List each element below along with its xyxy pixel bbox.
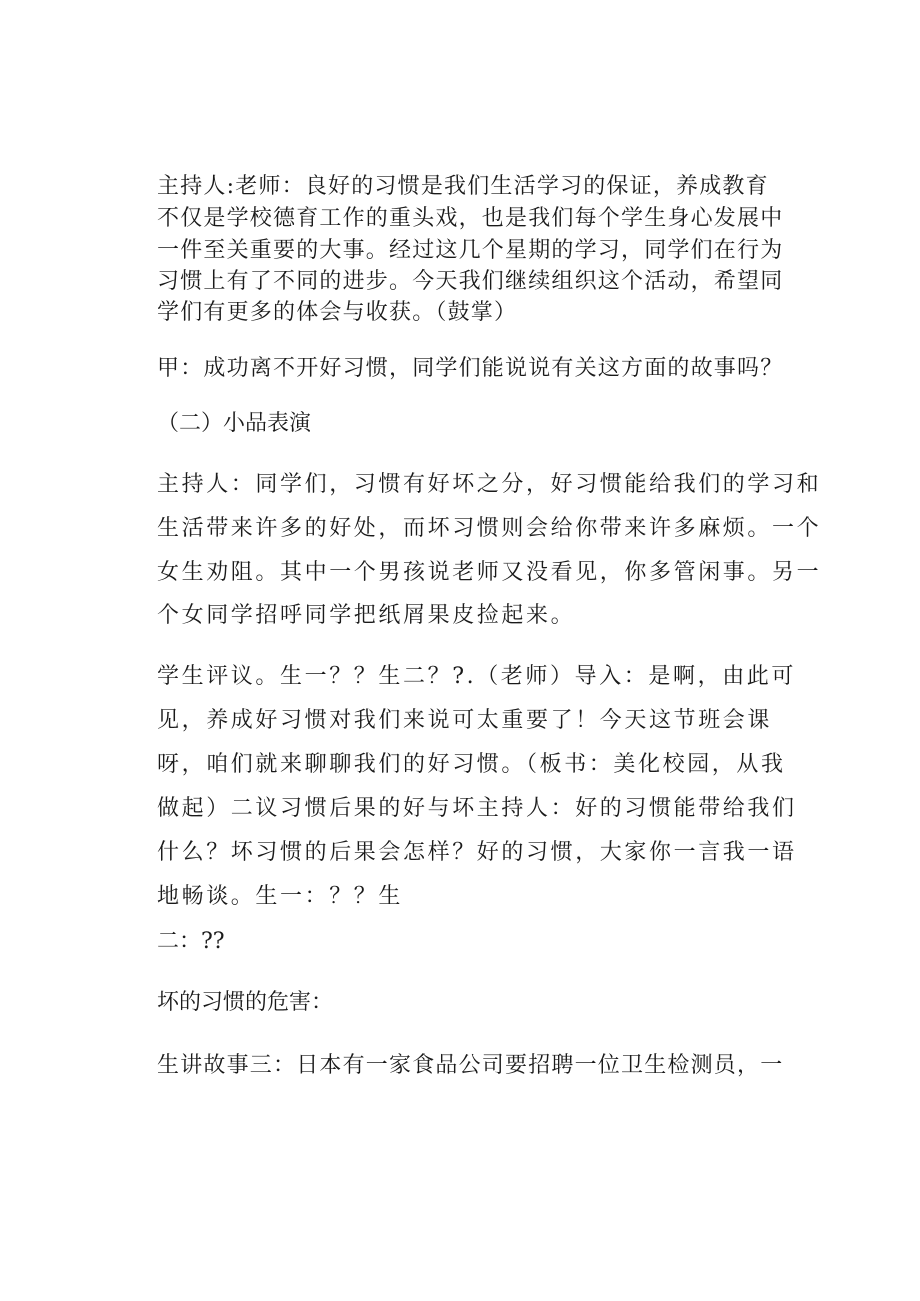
text-line: 主持人：同学们，习惯有好坏之分，好习惯能给我们的学习和 [157, 472, 822, 497]
text-line: 甲：成功离不开好习惯，同学们能说说有关这方面的故事吗？ [157, 356, 784, 381]
text-line: 什么？坏习惯的后果会怎样？好的习惯，大家你一言我一语 [157, 840, 797, 865]
text-line: 呀，咱们就来聊聊我们的好习惯。（板书：美化校园，从我 [157, 752, 786, 777]
text-line: 不仅是学校德育工作的重头戏，也是我们每个学生身心发展中 [157, 206, 784, 231]
text-line: 学们有更多的体会与收获。（鼓掌） [157, 300, 518, 325]
text-line: 女生劝阻。其中一个男孩说老师又没看见，你多管闲事。另一 [157, 560, 822, 585]
text-line: 二：?? [157, 929, 225, 954]
text-line: 做起）二议习惯后果的好与坏主持人：好的习惯能带给我们 [157, 796, 797, 821]
text-line: 主持人:老师：良好的习惯是我们生活学习的保证，养成教育 [157, 174, 769, 199]
text-line: 见，养成好习惯对我们来说可太重要了！今天这节班会课 [157, 708, 773, 733]
text-line: 个女同学招呼同学把纸屑果皮捡起来。 [157, 603, 576, 628]
section-heading: （二）小品表演 [157, 411, 312, 436]
text-line: 学生评议。生一？？生二？?.（老师）导入：是啊，由此可 [157, 664, 796, 689]
text-line: 一件至关重要的大事。经过这几个星期的学习，同学们在行为 [157, 238, 784, 263]
text-line: 地畅谈。生一：？？生 [157, 884, 404, 909]
text-line: 生讲故事三：日本有一家食品公司要招聘一位卫生检测员，一 [157, 1053, 784, 1078]
text-line: 坏的习惯的危害： [157, 990, 334, 1015]
text-line: 生活带来许多的好处，而坏习惯则会给你带来许多麻烦。一个 [157, 516, 822, 541]
text-line: 习惯上有了不同的进步。今天我们继续组织这个活动，希望同 [157, 269, 784, 294]
